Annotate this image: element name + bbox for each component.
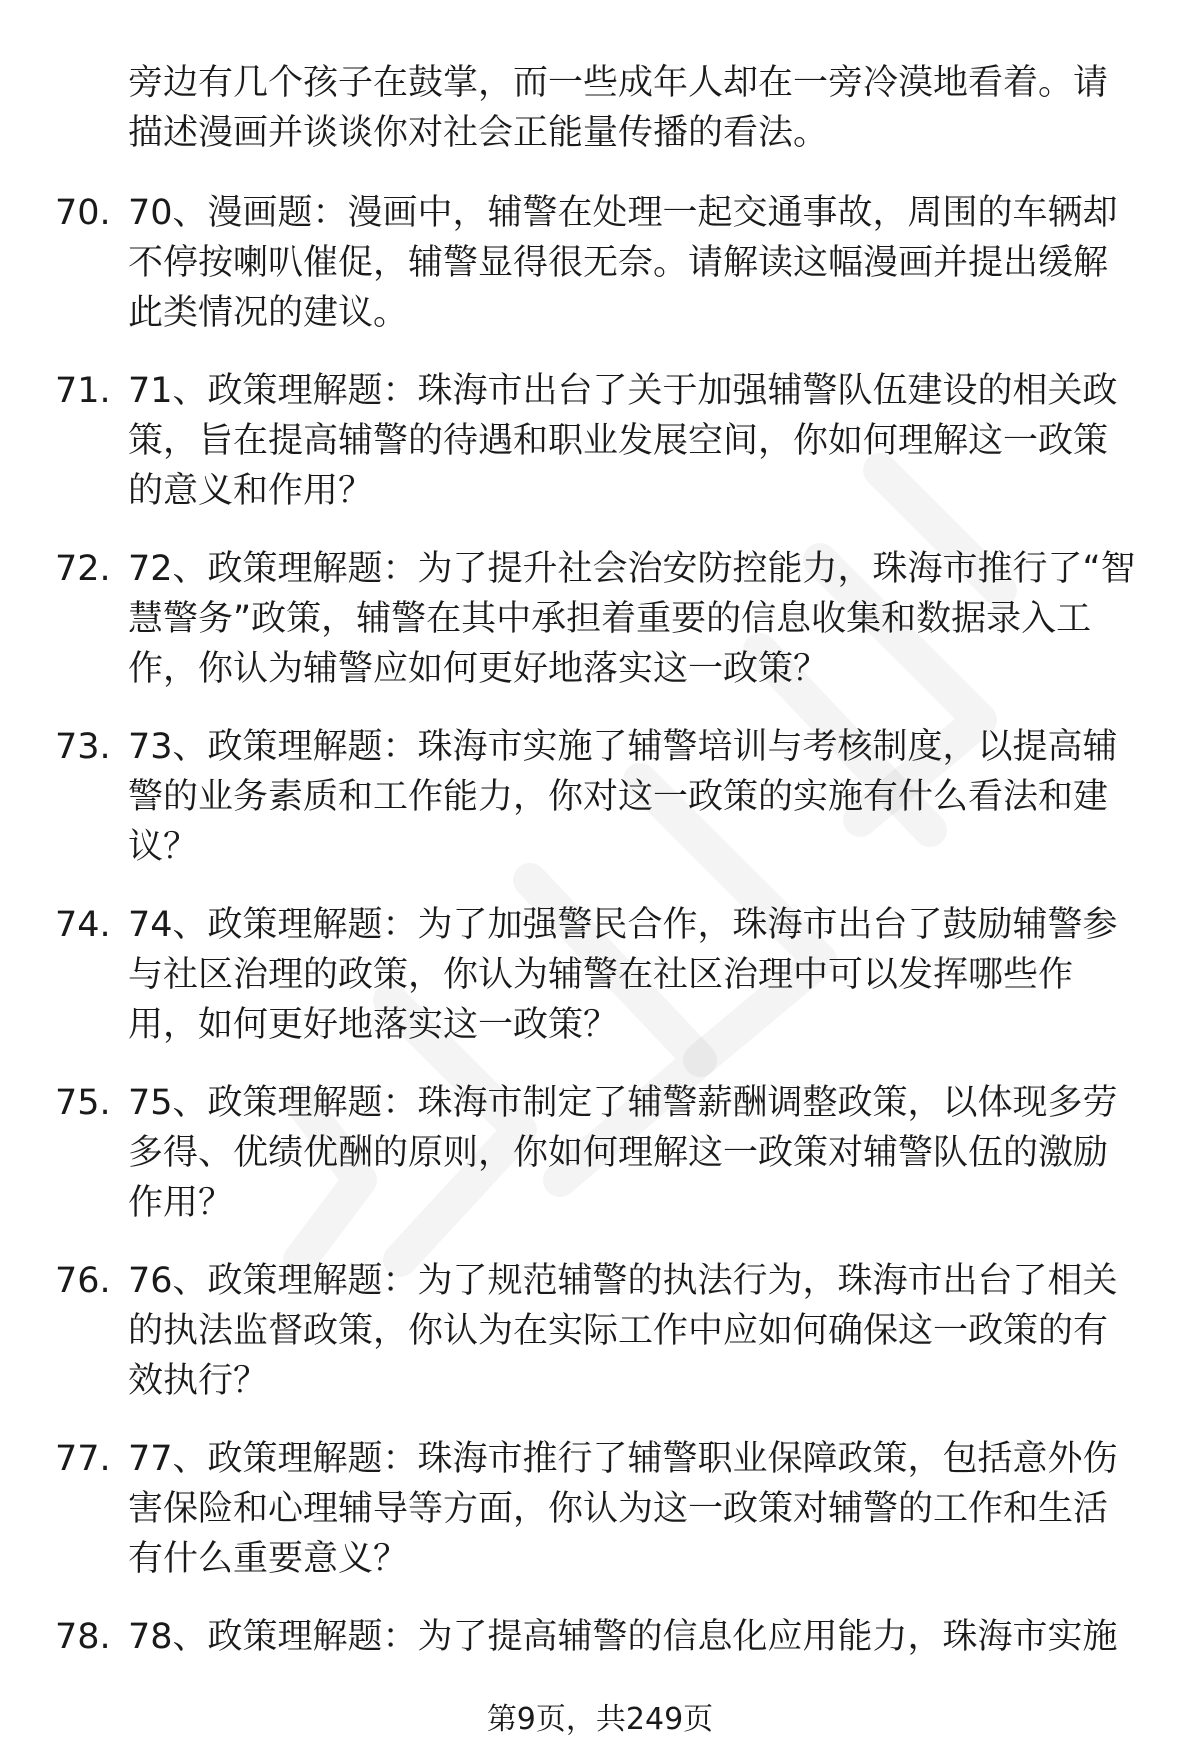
item-number: 70. — [55, 193, 111, 233]
item-number: 73. — [55, 727, 111, 767]
item-number: 77. — [55, 1439, 111, 1479]
item-text: 74、政策理解题：为了加强警民合作，珠海市出台了鼓励辅警参与社区治理的政策，你认为辅警在社区治理中可以发挥哪些作用，如何更好地落实这一政策？ — [128, 905, 1118, 1045]
intro-paragraph: 旁边有几个孩子在鼓掌，而一些成年人却在一旁冷漠地看着。请描述漫画并谈谈你对社会正能量传播的看法。 — [128, 63, 1109, 153]
item-number: 72. — [55, 549, 111, 589]
item-text: 70、漫画题：漫画中，辅警在处理一起交通事故，周围的车辆却不停按喇叭催促，辅警显得很无奈。请解读这幅漫画并提出缓解此类情况的建议。 — [128, 193, 1118, 333]
item-text: 75、政策理解题：珠海市制定了辅警薪酬调整政策，以体现多劳多得、优绩优酬的原则，你如何理解这一政策对辅警队伍的激励作用？ — [128, 1083, 1118, 1223]
item-number: 71. — [55, 371, 111, 411]
list-item — [0, 894, 1200, 1072]
list-item — [0, 1072, 1200, 1250]
item-text: 77、政策理解题：珠海市推行了辅警职业保障政策，包括意外伤害保险和心理辅导等方面，你认为这一政策对辅警的工作和生活有什么重要意义？ — [128, 1439, 1118, 1579]
list-item — [0, 1250, 1200, 1428]
list-item — [0, 360, 1200, 538]
list-item — [0, 182, 1200, 360]
list-item — [0, 538, 1200, 716]
item-number: 75. — [55, 1083, 111, 1123]
question-list — [0, 182, 1200, 1755]
page-footer: 第9页，共249页 — [486, 1702, 714, 1737]
item-number: 74. — [55, 905, 111, 945]
item-text: 72、政策理解题：为了提升社会治安防控能力，珠海市推行了“智慧警务”政策，辅警在其中承担着重要的信息收集和数据录入工作，你认为辅警应如何更好地落实这一政策？ — [128, 549, 1136, 689]
item-text: 73、政策理解题：珠海市实施了辅警培训与考核制度，以提高辅警的业务素质和工作能力，你对这一政策的实施有什么看法和建议？ — [128, 727, 1118, 867]
item-text: 78、政策理解题：为了提高辅警的信息化应用能力，珠海市实施 — [128, 1617, 1118, 1657]
list-item — [0, 1428, 1200, 1606]
item-number: 78. — [55, 1617, 111, 1657]
list-item — [0, 716, 1200, 894]
item-number: 76. — [55, 1261, 111, 1301]
item-text: 76、政策理解题：为了规范辅警的执法行为，珠海市出台了相关的执法监督政策，你认为在实际工作中应如何确保这一政策的有效执行？ — [128, 1261, 1118, 1401]
item-text: 71、政策理解题：珠海市出台了关于加强辅警队伍建设的相关政策，旨在提高辅警的待遇和职业发展空间，你如何理解这一政策的意义和作用？ — [128, 371, 1118, 511]
